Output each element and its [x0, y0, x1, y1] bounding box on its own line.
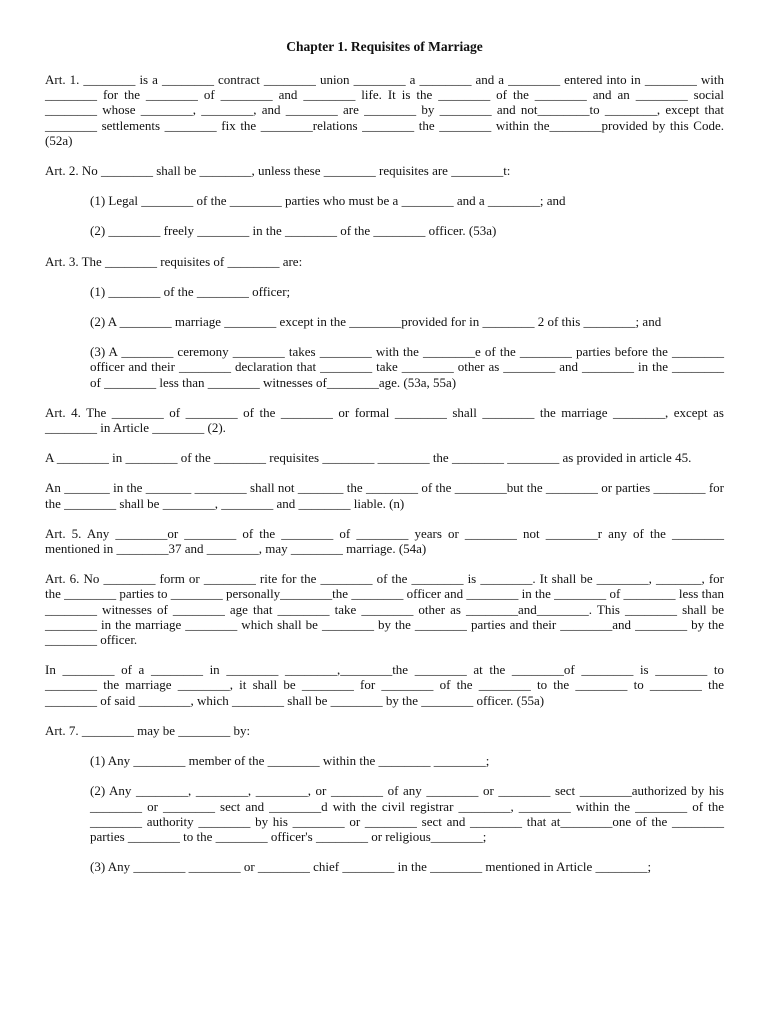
- article-1-paragraph: Art. 1. ________ is a ________ contract ________ union ________ a ________ and a ________ entered into in ________ with ________ for the ________ of ________ and ________ life. It is the ________ of the ________ and an ________ social ________ whose ________, ________, and ________ are ________ by ________ and not________to ________, except that ________ settlements ________ fix the ________relations ________ the ________ within the________provided by this Code. (52a): [45, 72, 724, 148]
- article-6-paragraph-2: In ________ of a ________ in ________ ________,________the ________ at the ________of ________ is ________ to ________ the marriage ________, it shall be ________ for ________ of the ________ to the ________ to ________ the ________ of said ________, which ________ shall be ________ by the ________ officer. (55a): [45, 662, 724, 708]
- chapter-title: Chapter 1. Requisites of Marriage: [286, 39, 483, 54]
- article-4-paragraph: Art. 4. The ________ of ________ of the ________ or formal ________ shall ________ the marriage ________, except as ________ in Article ________ (2).: [45, 404, 724, 436]
- article-7-item-3: (3) Any ________ ________ or ________ chief ________ in the ________ mentioned in Article ________;: [90, 859, 652, 875]
- article-2-item-1: (1) Legal ________ of the ________ parties who must be a ________ and a ________; and: [90, 193, 566, 209]
- article-3-item-3: (3) A ________ ceremony ________ takes ________ with the ________e of the ________ parties before the ________ officer and their ________ declaration that ________ take ________ other as ________ and ________ in the ________ of ________ less than ________ witnesses of________age. (53a, 55a): [90, 344, 724, 390]
- article-7-item-1: (1) Any ________ member of the ________ within the ________ ________;: [90, 753, 490, 769]
- article-4-paragraph-3: An _______ in the _______ ________ shall not _______ the ________ of the ________but the ________ or parties ________ for the ________ shall be ________, ________ and ________ liable. (n): [45, 480, 724, 511]
- article-3-paragraph: Art. 3. The ________ requisites of ________ are:: [45, 253, 303, 269]
- article-6-paragraph: Art. 6. No ________ form or ________ rite for the ________ of the ________ is ________. It shall be ________, _______, for the ________ parties to ________ personally________the ________ officer and ________ in the ________ of ________ less than ________ witnesses of ________ age that ________ take ________ other as ________and________. This ________ shall be ________ in the marriage ________ which shall be ________ by the ________ parties and their ________and ________ by the ________ officer.: [45, 571, 724, 648]
- article-2-paragraph: Art. 2. No ________ shall be ________, unless these ________ requisites are ________t:: [45, 163, 511, 179]
- article-3-item-2: (2) A ________ marriage ________ except in the ________provided for in ________ 2 of this ________; and: [90, 314, 662, 330]
- article-3-item-1: (1) ________ of the ________ officer;: [90, 283, 291, 299]
- article-2-item-2: (2) ________ freely ________ in the ________ of the ________ officer. (53a): [90, 223, 497, 239]
- article-7-item-2: (2) Any ________, ________, ________, or ________ of any ________ or ________ sect ________authorized by his ________ or ________ sect and ________d with the civil registrar ________, ________ within the ________ of the ________ authority ________ by his ________ or ________ sect and ________ that at________one of the ________ parties ________ to the ________ officer's ________ or religious________;: [90, 783, 724, 844]
- article-5-paragraph: Art. 5. Any ________or ________ of the ________ of ________ years or ________ not ________r any of the ________ mentioned in ________37 and ________, may ________ marriage. (54a): [45, 525, 724, 557]
- article-4-paragraph-2: A ________ in ________ of the ________ requisites ________ ________ the ________ ________ as provided in article 45.: [45, 450, 692, 466]
- document-body: [45, 72, 724, 874]
- article-7-paragraph: Art. 7. ________ may be ________ by:: [45, 722, 251, 738]
